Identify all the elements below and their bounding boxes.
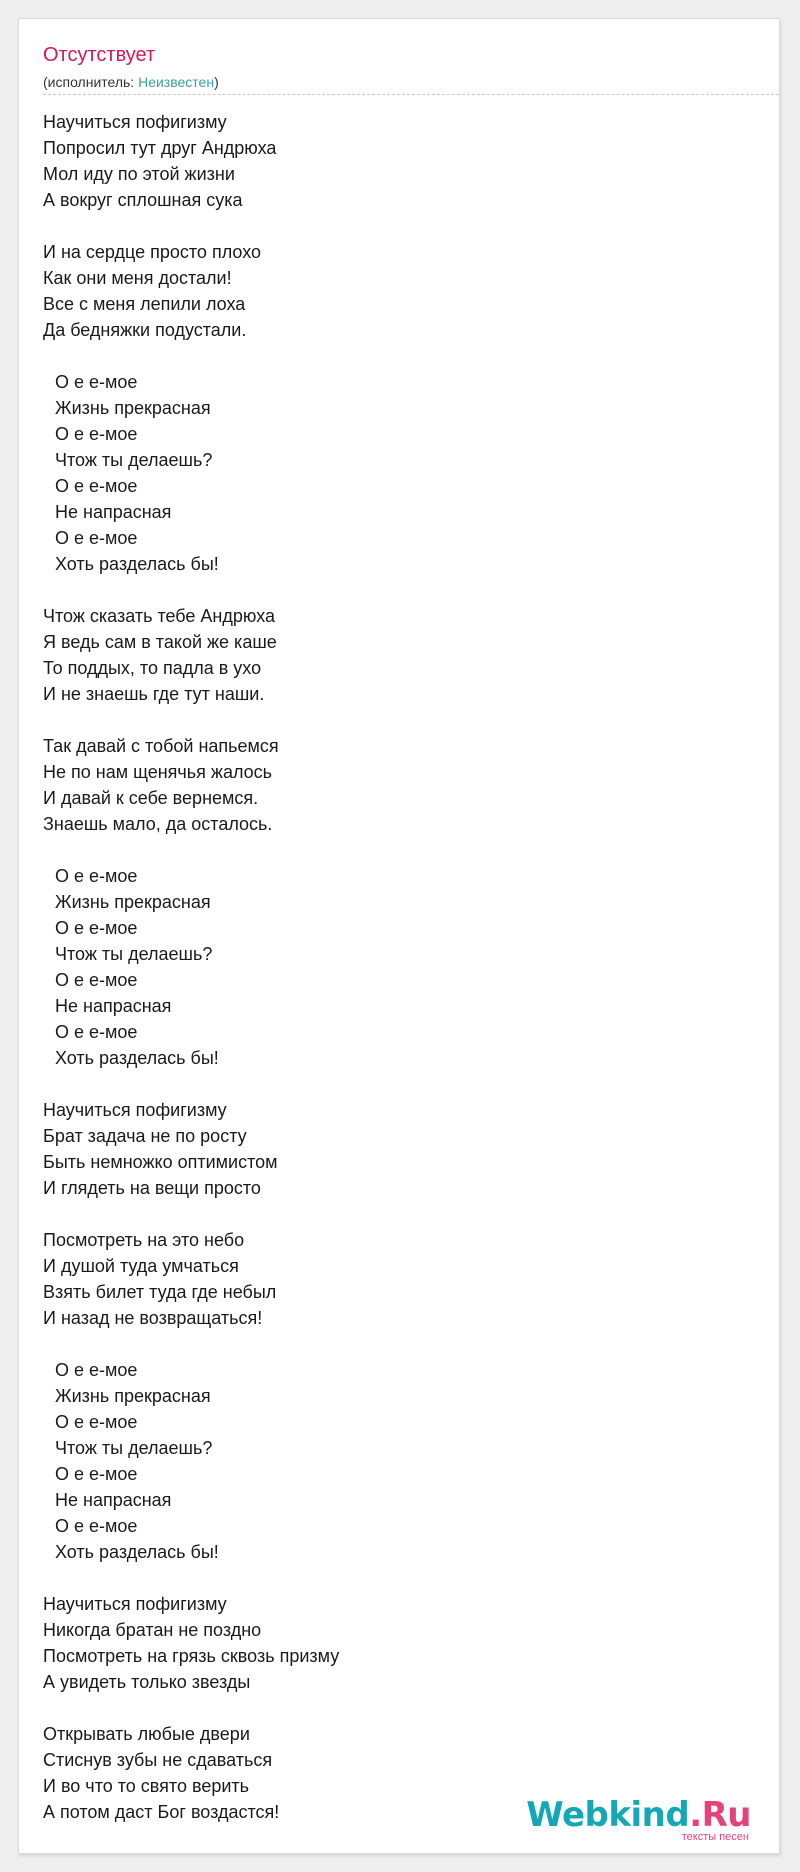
logo-tld: .Ru — [689, 1795, 751, 1835]
chorus-stanza — [43, 369, 683, 577]
lyric-line: О е е-мое — [55, 528, 138, 548]
verse-stanza — [43, 1097, 683, 1201]
lyric-line: Чтож ты делаешь? — [55, 450, 213, 470]
lyric-line: Мол иду по этой жизни — [43, 164, 235, 184]
lyric-line: О е е-мое — [55, 1464, 138, 1484]
lyric-line: Хоть разделась бы! — [55, 1048, 219, 1068]
lyric-line: А вокруг сплошная сука — [43, 190, 243, 210]
verse-stanza — [43, 239, 683, 343]
logo-name: Webkind — [526, 1795, 690, 1835]
lyric-line: О е е-мое — [55, 1412, 138, 1432]
title-divider — [43, 94, 779, 95]
lyrics-card — [18, 18, 780, 1854]
artist-link[interactable]: Неизвестен — [138, 74, 215, 90]
lyric-line: Не напрасная — [55, 1490, 172, 1510]
lyric-line: Я ведь сам в такой же каше — [43, 632, 277, 652]
lyric-line: А потом даст Бог воздастся! — [43, 1802, 280, 1822]
lyric-line: Жизнь прекрасная — [55, 398, 211, 418]
lyric-line: Не напрасная — [55, 502, 172, 522]
lyric-line: Все с меня лепили лоха — [43, 294, 246, 314]
lyric-line: И назад не возвращаться! — [43, 1308, 263, 1328]
lyric-line: Не по нам щенячья жалось — [43, 762, 273, 782]
lyric-line: Жизнь прекрасная — [55, 892, 211, 912]
verse-stanza — [43, 603, 683, 707]
lyric-line: Хоть разделась бы! — [55, 554, 219, 574]
lyric-line: А увидеть только звезды — [43, 1672, 251, 1692]
lyric-line: Стиснув зубы не сдаваться — [43, 1750, 273, 1770]
lyric-line: Открывать любые двери — [43, 1724, 250, 1744]
lyric-line: И во что то свято верить — [43, 1776, 250, 1796]
lyric-line: О е е-мое — [55, 372, 138, 392]
lyric-line: Посмотреть на это небо — [43, 1230, 245, 1250]
lyric-line: О е е-мое — [55, 1360, 138, 1380]
verse-stanza — [43, 109, 683, 213]
lyric-line: Быть немножко оптимистом — [43, 1152, 278, 1172]
lyric-line: Чтож ты делаешь? — [55, 1438, 213, 1458]
verse-stanza — [43, 1227, 683, 1331]
song-title: Отсутствует — [43, 44, 156, 66]
lyric-line: То поддых, то падла в ухо — [43, 658, 262, 678]
logo-tagline: тексты песен — [681, 1831, 749, 1843]
logo-wordmark — [526, 1797, 751, 1833]
lyric-line: Не напрасная — [55, 996, 172, 1016]
lyric-line: Попросил тут друг Андрюха — [43, 138, 277, 158]
chorus-stanza — [43, 1357, 683, 1565]
lyric-line: Посмотреть на грязь сквозь призму — [43, 1646, 340, 1666]
lyric-line: И душой туда умчаться — [43, 1256, 239, 1276]
lyric-line: Чтож сказать тебе Андрюха — [43, 606, 275, 626]
chorus-stanza — [43, 863, 683, 1071]
lyric-line: Научиться пофигизму — [43, 1100, 227, 1120]
lyric-line: О е е-мое — [55, 1516, 138, 1536]
lyric-line: Чтож ты делаешь? — [55, 944, 213, 964]
lyric-line: Взять билет туда где небыл — [43, 1282, 277, 1302]
lyric-line: Как они меня достали! — [43, 268, 232, 288]
lyric-line: О е е-мое — [55, 424, 138, 444]
lyric-line: О е е-мое — [55, 476, 138, 496]
lyric-line: И давай к себе вернемся. — [43, 788, 259, 808]
lyrics-body — [43, 109, 683, 1851]
verse-stanza — [43, 1591, 683, 1695]
lyric-line: О е е-мое — [55, 918, 138, 938]
lyric-line: И не знаешь где тут наши. — [43, 684, 265, 704]
lyric-line: И на сердце просто плохо — [43, 242, 262, 262]
lyric-line: И глядеть на вещи просто — [43, 1178, 261, 1198]
lyric-line: Так давай с тобой напьемся — [43, 736, 279, 756]
lyric-line: Научиться пофигизму — [43, 112, 227, 132]
lyric-line: Знаешь мало, да осталось. — [43, 814, 273, 834]
verse-stanza — [43, 733, 683, 837]
lyric-line: Да бедняжки подустали. — [43, 320, 247, 340]
lyric-line: О е е-мое — [55, 1022, 138, 1042]
lyric-line: Научиться пофигизму — [43, 1594, 227, 1614]
lyric-line: Хоть разделась бы! — [55, 1542, 219, 1562]
lyric-line: Жизнь прекрасная — [55, 1386, 211, 1406]
site-logo[interactable] — [526, 1797, 751, 1843]
lyric-line: Никогда братан не поздно — [43, 1620, 262, 1640]
lyric-line: О е е-мое — [55, 866, 138, 886]
lyric-line: О е е-мое — [55, 970, 138, 990]
artist-suffix: ) — [214, 74, 219, 90]
lyric-line: Брат задача не по росту — [43, 1126, 247, 1146]
artist-line — [43, 73, 219, 91]
artist-prefix: (исполнитель: — [43, 74, 139, 90]
